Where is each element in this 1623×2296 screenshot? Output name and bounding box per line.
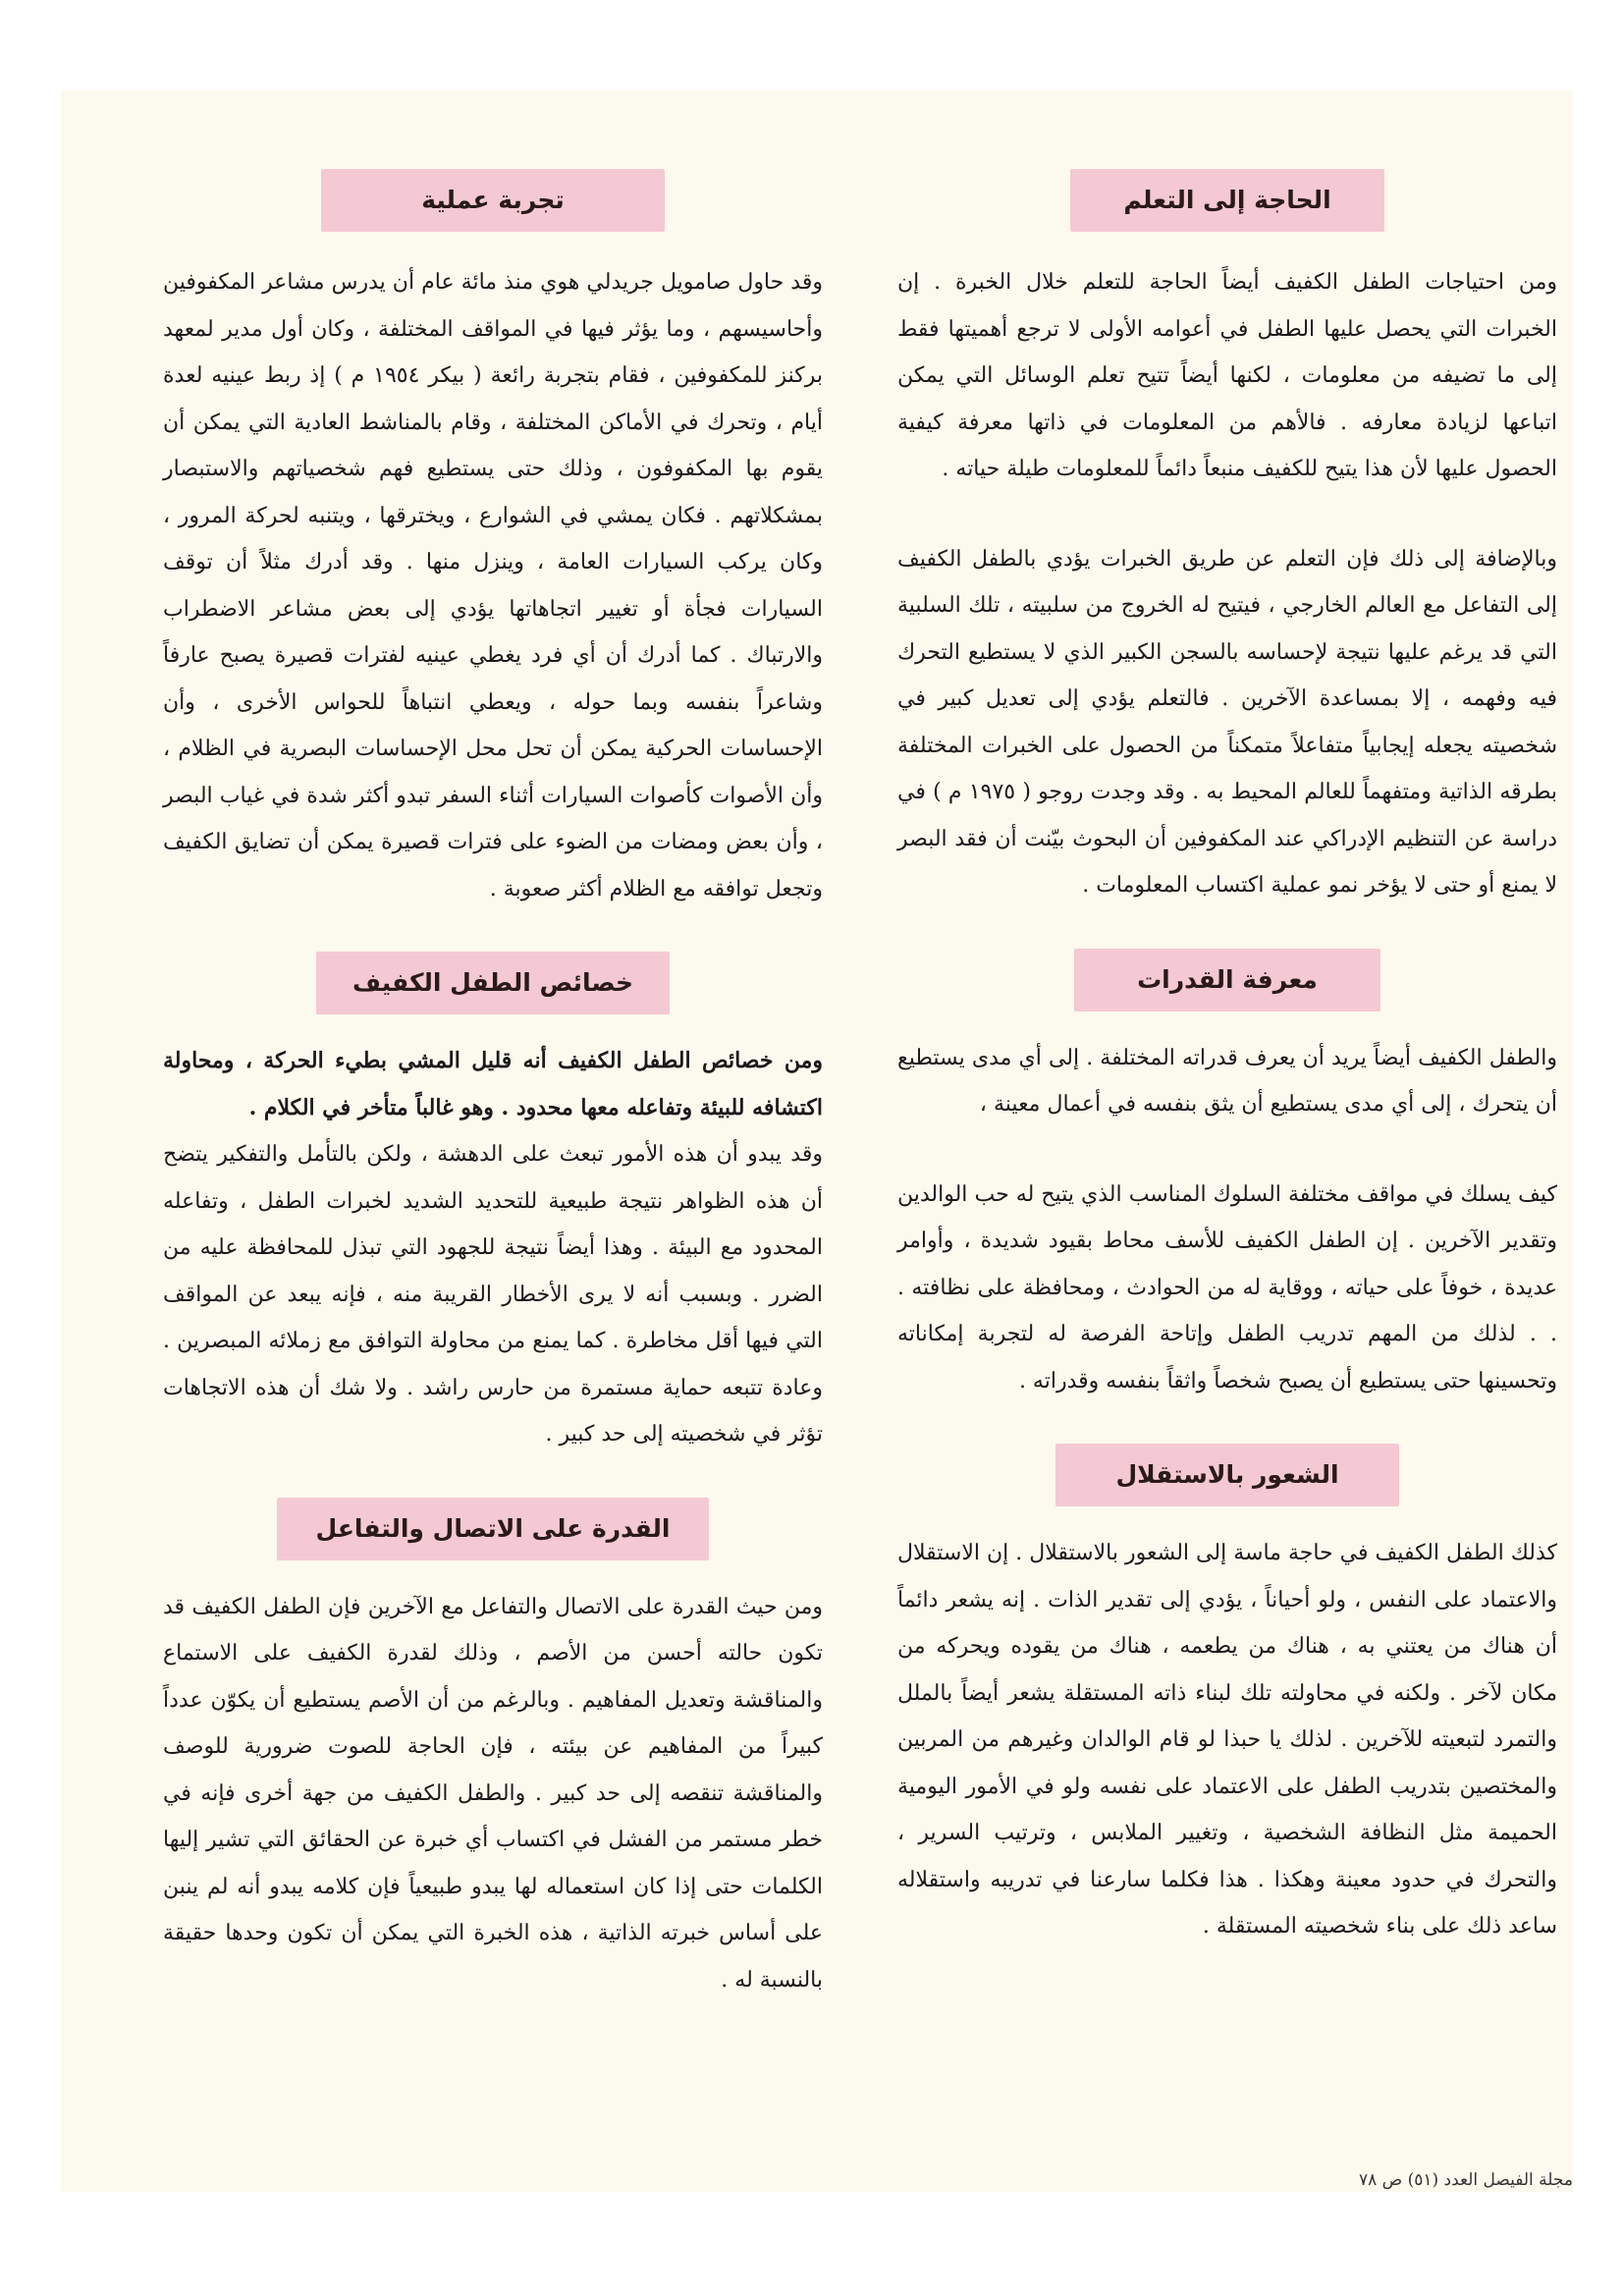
section-heading-practical-experiment: تجربة عملية bbox=[321, 169, 665, 232]
right-column bbox=[897, 169, 1557, 1950]
paragraph: ومن حيث القدرة على الاتصال والتفاعل مع الآخرين فإن الطفل الكفيف قد تكون حالته أحسن من الأصم ، وذلك لقدرة الكفيف على الاستماع والمناقشة وتعديل المفاهيم . وبالرغم من أن الأصم يستطيع أن يكوّن عدداً كبيراً من المفاهيم عن بيئته ، فإن الحاجة للصوت ضرورية للوصف والمناقشة تنقصه إلى حد كبير . والطفل الكفيف من جهة أخرى فإنه في خطر مستمر من الفشل في اكتساب أي خبرة عن الحقائق التي تشير إليها الكلمات حتى إذا كان استعماله لها يبدو طبيعياً فإن كلامه يبدو أنه لم ينبن على أساس خبرته الذاتية ، هذه الخبرة التي يمكن أن تكون وحدها حقيقة بالنسبة له . bbox=[163, 1594, 823, 1993]
paragraph: كذلك الطفل الكفيف في حاجة ماسة إلى الشعور بالاستقلال . إن الاستقلال والاعتماد على النفس ، ولو أحياناً ، يؤدي إلى تقدير الذات . إنه يشعر دائماً أن هناك من يعتني به ، هناك من يطعمه ، هناك من يقوده ويحركه من مكان لآخر . ولكنه في محاولته تلك لبناء ذاته المستقلة يشعر أيضاً بالملل والتمرد لتبعيته للآخرين . لذلك يا حبذا لو قام الوالدان وغيرهم من المربين والمختصين بتدريب الطفل على الاعتماد على نفسه ولو في الأمور اليومية الحميمة مثل النظافة الشخصية ، وتغيير الملابس ، وترتيب السرير ، والتحرك في حدود معينة وهكذا . هذا فكلما سارعنا في تدريبه واستقلاله ساعد ذلك على بناء شخصيته المستقلة . bbox=[897, 1541, 1557, 1939]
paragraph: والطفل الكفيف أيضاً يريد أن يعرف قدراته المختلفة . إلى أي مدى يستطيع أن يتحرك ، إلى أي مدى يستطيع أن يثق بنفسه في أعمال معينة ، bbox=[897, 1045, 1557, 1117]
section-heading-need-to-learn: الحاجة إلى التعلم bbox=[1070, 169, 1384, 232]
magazine-page bbox=[61, 90, 1573, 2192]
section-heading-independence: الشعور بالاستقلال bbox=[1055, 1444, 1399, 1506]
section-heading-blind-child-traits: خصائص الطفل الكفيف bbox=[316, 952, 670, 1014]
paragraph: ومن احتياجات الطفل الكفيف أيضاً الحاجة للتعلم خلال الخبرة . إن الخبرات التي يحصل عليها الطفل في أعوامه الأولى لا ترجع أهميتها فقط إلى ما تضيفه من معلومات ، لكنها أيضاً تتيح تعلم الوسائل التي يمكن اتباعها لزيادة معارفه . فالأهم من المعلومات في ذاتها معرفة كيفية الحصول عليها لأن هذا يتيح للكفيف منبعاً دائماً للمعلومات طيلة حياته . bbox=[897, 270, 1557, 481]
section-heading-knowing-abilities: معرفة القدرات bbox=[1074, 949, 1380, 1011]
paragraph: وقد يبدو أن هذه الأمور تبعث على الدهشة ، ولكن بالتأمل والتفكير يتضح أن هذه الظواهر نتيجة طبيعية للتحديد الشديد لخبرات الطفل ، وتفاعله المحدود مع البيئة . وهذا أيضاً نتيجة للجهود التي تبذل للمحافظة عليه من الضرر . وبسبب أنه لا يرى الأخطار القريبة منه ، فإنه يبعد عن المواقف التي فيها أقل مخاطرة . كما يمنع من محاولة التوافق مع زملائه المبصرين . وعادة تتبعه حماية مستمرة من حارس راشد . ولا شك أن هذه الاتجاهات تؤثر في شخصيته إلى حد كبير . bbox=[163, 1142, 823, 1447]
paragraph: كيف يسلك في مواقف مختلفة السلوك المناسب الذي يتيح له حب الوالدين وتقدير الآخرين . إن الطفل الكفيف للأسف محاط بقيود شديدة ، وأوامر عديدة ، خوفاً على حياته ، ووقاية له من الحوادث ، ومحافظة على نظافته . . . لذلك من المهم تدريب الطفل وإتاحة الفرصة له لتجربة إمكاناته وتحسينها حتى يستطيع أن يصبح شخصاً واثقاً بنفسه وقدراته . bbox=[897, 1181, 1557, 1394]
lead-paragraph: ومن خصائص الطفل الكفيف أنه قليل المشي بطيء الحركة ، ومحاولة اكتشافه للبيئة وتفاعله معها محدود . وهو غالباً متأخر في الكلام . bbox=[163, 1048, 823, 1121]
page-footer: مجلة الفيصل العدد (٥١) ص ٧٨ bbox=[1358, 2170, 1573, 2190]
paragraph: وقد حاول صامويل جريدلي هوي منذ مائة عام أن يدرس مشاعر المكفوفين وأحاسيسهم ، وما يؤثر فيها في المواقف المختلفة ، وكان أول مدير لمعهد بركنز للمكفوفين ، فقام بتجربة رائعة ( بيكر ١٩٥٤ م ) إذ ربط عينيه لعدة أيام ، وتحرك في الأماكن المختلفة ، وقام بالمناشط العادية التي يمكن أن يقوم بها المكفوفون ، وذلك حتى يستطيع فهم شخصياتهم والاستبصار بمشكلاتهم . فكان يمشي في الشوارع ، ويخترقها ، ويتنبه لحركة المرور ، وكان يركب السيارات العامة ، وينزل منها . وقد أدرك مثلاً أن توقف السيارات فجأة أو تغيير اتجاهاتها يؤدي إلى بعض مشاعر الاضطراب والارتباك . كما أدرك أن أي فرد يغطي عينيه لفترات قصيرة يصبح عارفاً وشاعراً بنفسه وبما حوله ، ويعطي انتباهاً للحواس الأخرى ، وأن الإحساسات الحركية يمكن أن تحل محل الإحساسات البصرية في الظلام ، وأن الأصوات كأصوات السيارات أثناء السفر تبدو أكثر شدة في غياب البصر ، وأن بعض ومضات من الضوء على فترات قصيرة يمكن أن تضايق الكفيف وتجعل توافقه مع الظلام أكثر صعوبة . bbox=[163, 270, 824, 902]
paragraph: وبالإضافة إلى ذلك فإن التعلم عن طريق الخبرات يؤدي بالطفل الكفيف إلى التفاعل مع العالم الخارجي ، فيتيح له الخروج من سلبيته ، تلك السلبية التي قد يرغم عليها نتيجة لإحساسه بالسجن الكبير الذي لا يستطيع التحرك فيه وفهمه ، إلا بمساعدة الآخرين . فالتعلم يؤدي إلى تعديل كبير في شخصيته يجعله إيجابياً متفاعلاً متمكناً من الحصول على الخبرات المختلفة بطرقه الذاتية ومتفهماً للعالم المحيط به . وقد وجدت روجو ( ١٩٧٥ م ) في دراسة عن التنظيم الإدراكي عند المكفوفين أن البحوث بيّنت أن فقد البصر لا يمنع أو حتى لا يؤخر نمو عملية اكتساب المعلومات . bbox=[897, 546, 1558, 898]
section-heading-communication: القدرة على الاتصال والتفاعل bbox=[277, 1498, 709, 1560]
left-column bbox=[163, 169, 823, 2003]
